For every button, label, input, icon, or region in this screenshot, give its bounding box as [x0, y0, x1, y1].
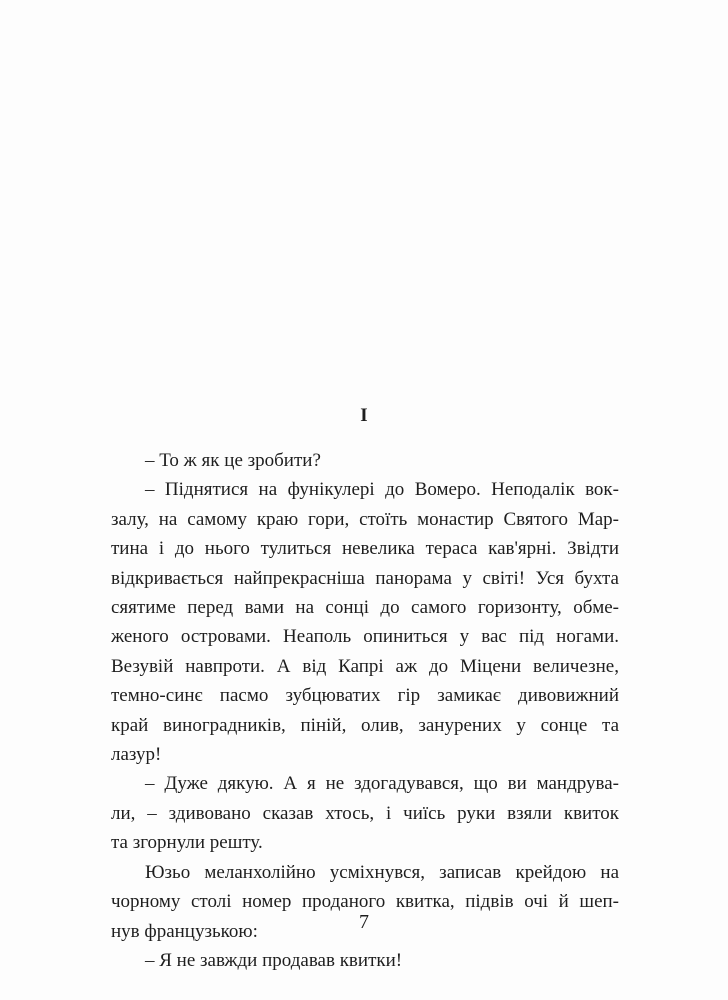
- text-line: чорному столі номер проданого квитка, підвів очі й шеп-: [111, 891, 619, 913]
- text-line: лазур!: [111, 744, 162, 766]
- body-text: [111, 446, 619, 975]
- text-line: – То ж як це зробити?: [145, 450, 321, 471]
- text-line: – Дуже дякую. А я не здогадувався, що ви мандрува-: [145, 773, 619, 795]
- text-line: Везувій навпроти. А від Капрі аж до Міцени величезне,: [111, 655, 619, 677]
- paragraph: [111, 946, 619, 975]
- text-line: залу, на самому краю гори, стоїть монастир Святого Мар-: [111, 508, 619, 530]
- paragraph: [111, 446, 619, 475]
- chapter-heading: I: [360, 405, 368, 426]
- text-line: нув французькою:: [111, 920, 258, 942]
- text-line: – Я не завжди продавав квитки!: [145, 949, 403, 971]
- text-line: темно-синє пасмо зубцюватих гір замикає дивовижний: [111, 685, 619, 707]
- text-line: Юзьо меланхолійно усміхнувся, записав крейдою на: [145, 861, 619, 883]
- page-number: 7: [359, 911, 369, 933]
- text-line: – Піднятися на фунікулері до Вомеро. Неподалік вок-: [145, 479, 619, 501]
- paragraph: [111, 475, 619, 769]
- text-line: край виноградників, піній, олив, занурених у сонце та: [111, 714, 619, 736]
- text-line: тина і до нього тулиться невелика тераса кав'ярні. Звідти: [111, 538, 619, 560]
- text-line: та згорнули решту.: [111, 832, 263, 854]
- paragraph: [111, 769, 619, 857]
- text-line: сяятиме перед вами на сонці до самого горизонту, обме-: [111, 597, 619, 619]
- text-line: женого островами. Неаполь опиниться у вас під ногами.: [111, 626, 619, 648]
- text-line: відкривається найпрекрасніша панорама у світі! Уся бухта: [111, 567, 619, 589]
- text-line: ли, – здивовано сказав хтось, і чиїсь руки взяли квиток: [111, 802, 619, 824]
